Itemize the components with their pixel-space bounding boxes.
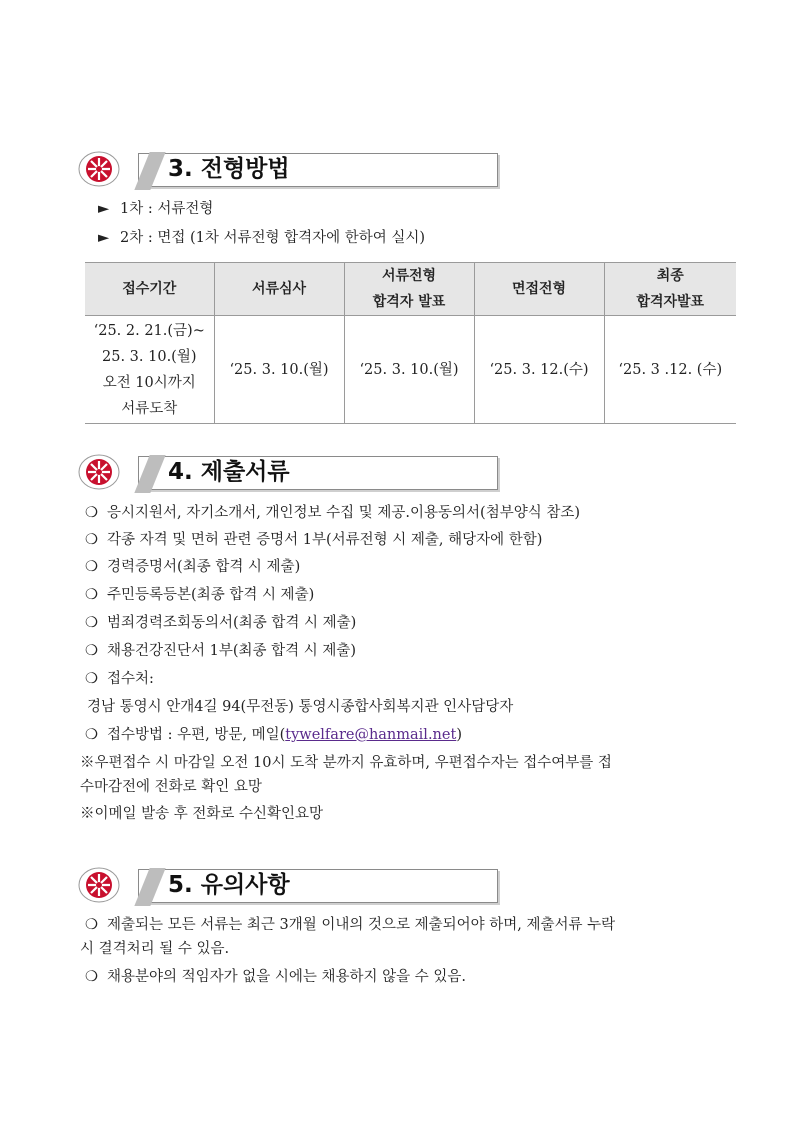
schedule-table (85, 262, 736, 424)
arrow-bullet-icon: ► (98, 201, 110, 217)
table-cell: ‘25. 3. 10.(월) (344, 316, 474, 424)
header-cell: 접수기간 (85, 263, 214, 316)
table-row (85, 316, 736, 424)
document-item: ❍ 각종 자격 및 면허 관련 증명서 1부(서류전형 시 제출, 해당자에 한함) (85, 532, 543, 548)
header-cell: 최종 합격자발표 (604, 263, 736, 316)
section-header-5 (78, 866, 498, 906)
table-cell: ‘25. 3. 12.(수) (474, 316, 604, 424)
document-item: ❍ 범죄경력조회동의서(최종 합격 시 제출) (85, 615, 357, 631)
caritas-logo-icon (78, 453, 122, 491)
circle-bullet-icon: ❍ (85, 917, 98, 933)
document-item: ❍ 채용건강진단서 1부(최종 합격 시 제출) (85, 643, 357, 659)
circle-bullet-icon: ❍ (85, 587, 98, 603)
notice-text: 시 결격처리 될 수 있음. (80, 941, 230, 957)
arrow-bullet-icon: ► (98, 230, 110, 246)
document-item: ❍ 접수처: (85, 671, 154, 687)
circle-bullet-icon: ❍ (85, 643, 98, 659)
circle-bullet-icon: ❍ (85, 727, 98, 743)
document-item: ❍ 경력증명서(최종 합격 시 제출) (85, 559, 301, 575)
circle-bullet-icon: ❍ (85, 671, 98, 687)
selection-step-1: ► 1차 : 서류전형 (98, 201, 214, 217)
note-text: ※우편접수 시 마감일 오전 10시 도착 분까지 유효하며, 우편접수자는 접수여부를 접 (80, 755, 612, 771)
address-text: 경남 통영시 안개4길 94(무전동) 통영시종합사회복지관 인사담당자 (87, 699, 514, 715)
table-cell: ‘25. 3. 10.(월) (214, 316, 344, 424)
selection-step-2: ► 2차 : 면접 (1차 서류전형 합격자에 한하여 실시) (98, 230, 426, 246)
table-cell: ‘25. 3 .12. (수) (604, 316, 736, 424)
section-title: 3. 전형방법 (168, 156, 290, 182)
caritas-logo-icon (78, 866, 122, 904)
header-cell: 면접전형 (474, 263, 604, 316)
table-cell: ‘25. 2. 21.(금)~ 25. 3. 10.(월) 오전 10시까지 서류도착 (85, 316, 214, 424)
caritas-logo-icon (78, 150, 122, 188)
section-header-4 (78, 453, 498, 493)
section-header-3 (78, 150, 498, 190)
note-text: ※이메일 발송 후 전화로 수신확인요망 (80, 806, 324, 822)
notice-item: ❍ 제출되는 모든 서류는 최근 3개월 이내의 것으로 제출되어야 하며, 제출서류 누락 (85, 917, 616, 933)
circle-bullet-icon: ❍ (85, 969, 98, 985)
section-title: 4. 제출서류 (168, 459, 290, 485)
email-link[interactable]: tywelfare@hanmail.net (285, 727, 457, 743)
table-header-row (85, 263, 736, 316)
header-cell: 서류심사 (214, 263, 344, 316)
note-text: 수마감전에 전화로 확인 요망 (80, 779, 262, 795)
circle-bullet-icon: ❍ (85, 559, 98, 575)
section-title: 5. 유의사항 (168, 872, 290, 898)
circle-bullet-icon: ❍ (85, 532, 98, 548)
header-cell: 서류전형 합격자 발표 (344, 263, 474, 316)
notice-item: ❍ 채용분야의 적임자가 없을 시에는 채용하지 않을 수 있음. (85, 969, 467, 985)
circle-bullet-icon: ❍ (85, 505, 98, 521)
document-item: ❍ 주민등록등본(최종 합격 시 제출) (85, 587, 315, 603)
document-item: ❍ 응시지원서, 자기소개서, 개인정보 수집 및 제공.이용동의서(첨부양식 참조) (85, 505, 581, 521)
method-item: ❍ 접수방법 : 우편, 방문, 메일(tywelfare@hanmail.net) (85, 727, 462, 743)
circle-bullet-icon: ❍ (85, 615, 98, 631)
